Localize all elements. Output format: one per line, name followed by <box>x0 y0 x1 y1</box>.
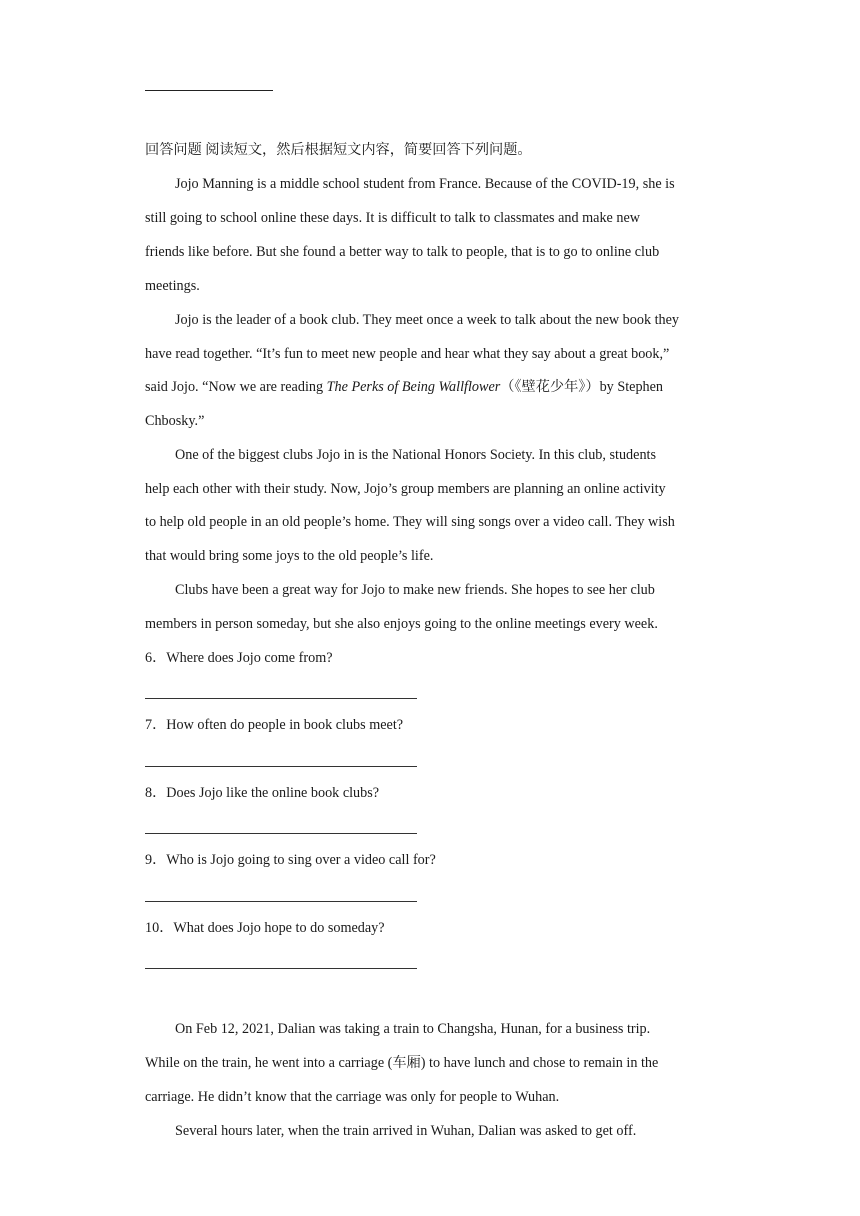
passage2-line: carriage. He didn’t know that the carriage was only for people to Wuhan. <box>145 1089 560 1105</box>
passage1-line: still going to school online these days. It is difficult to talk to classmates and make new <box>145 210 641 226</box>
section-instruction: 回答问题 阅读短文，然后根据短文内容，简要回答下列问题。 <box>145 142 532 158</box>
top-separator-line <box>145 90 273 91</box>
passage1-line: One of the biggest clubs Jojo in is the National Honors Society. In this club, students <box>175 447 657 463</box>
passage1-line: friends like before. But she found a better way to talk to people, that is to go to online club <box>145 244 660 260</box>
question-9: 9．Who is Jojo going to sing over a video call for? <box>145 852 436 868</box>
answer-line-9[interactable] <box>145 901 417 902</box>
answer-line-8[interactable] <box>145 833 417 834</box>
answer-line-7[interactable] <box>145 766 417 767</box>
passage1-line: have read together. “It’s fun to meet new people and hear what they say about a great book,” <box>145 346 670 362</box>
passage2-line: On Feb 12, 2021, Dalian was taking a train to Changsha, Hunan, for a business trip. <box>175 1021 651 1037</box>
passage1-line: members in person someday, but she also enjoys going to the online meetings every week. <box>145 616 658 632</box>
question-7: 7．How often do people in book clubs meet? <box>145 717 404 733</box>
passage1-line: meetings. <box>145 278 200 294</box>
question-8: 8．Does Jojo like the online book clubs? <box>145 785 380 801</box>
passage1-line: Clubs have been a great way for Jojo to make new friends. She hopes to see her club <box>175 582 655 598</box>
passage1-line-with-title <box>145 377 663 397</box>
passage1-line: Jojo Manning is a middle school student from France. Because of the COVID-19, she is <box>175 176 675 192</box>
passage1-line: Jojo is the leader of a book club. They meet once a week to talk about the new book they <box>175 312 680 328</box>
passage1-line: help each other with their study. Now, Jojo’s group members are planning an online activity <box>145 481 666 497</box>
passage1-line: Chbosky.” <box>145 413 205 429</box>
passage1-text: （《壁花少年》）by Stephen <box>500 379 664 395</box>
book-title: The Perks of Being Wallflower <box>326 379 501 395</box>
answer-line-10[interactable] <box>145 968 417 969</box>
passage1-line: to help old people in an old people’s home. They will sing songs over a video call. They wish <box>145 514 675 530</box>
passage1-line: that would bring some joys to the old people’s life. <box>145 548 434 564</box>
passage1-text: said Jojo. “Now we are reading <box>145 379 327 395</box>
question-6: 6．Where does Jojo come from? <box>145 650 333 666</box>
question-10: 10．What does Jojo hope to do someday? <box>145 920 385 936</box>
passage2-line: While on the train, he went into a carriage (车厢) to have lunch and chose to remain in the <box>145 1055 659 1071</box>
answer-line-6[interactable] <box>145 698 417 699</box>
passage2-line: Several hours later, when the train arrived in Wuhan, Dalian was asked to get off. <box>175 1123 637 1139</box>
